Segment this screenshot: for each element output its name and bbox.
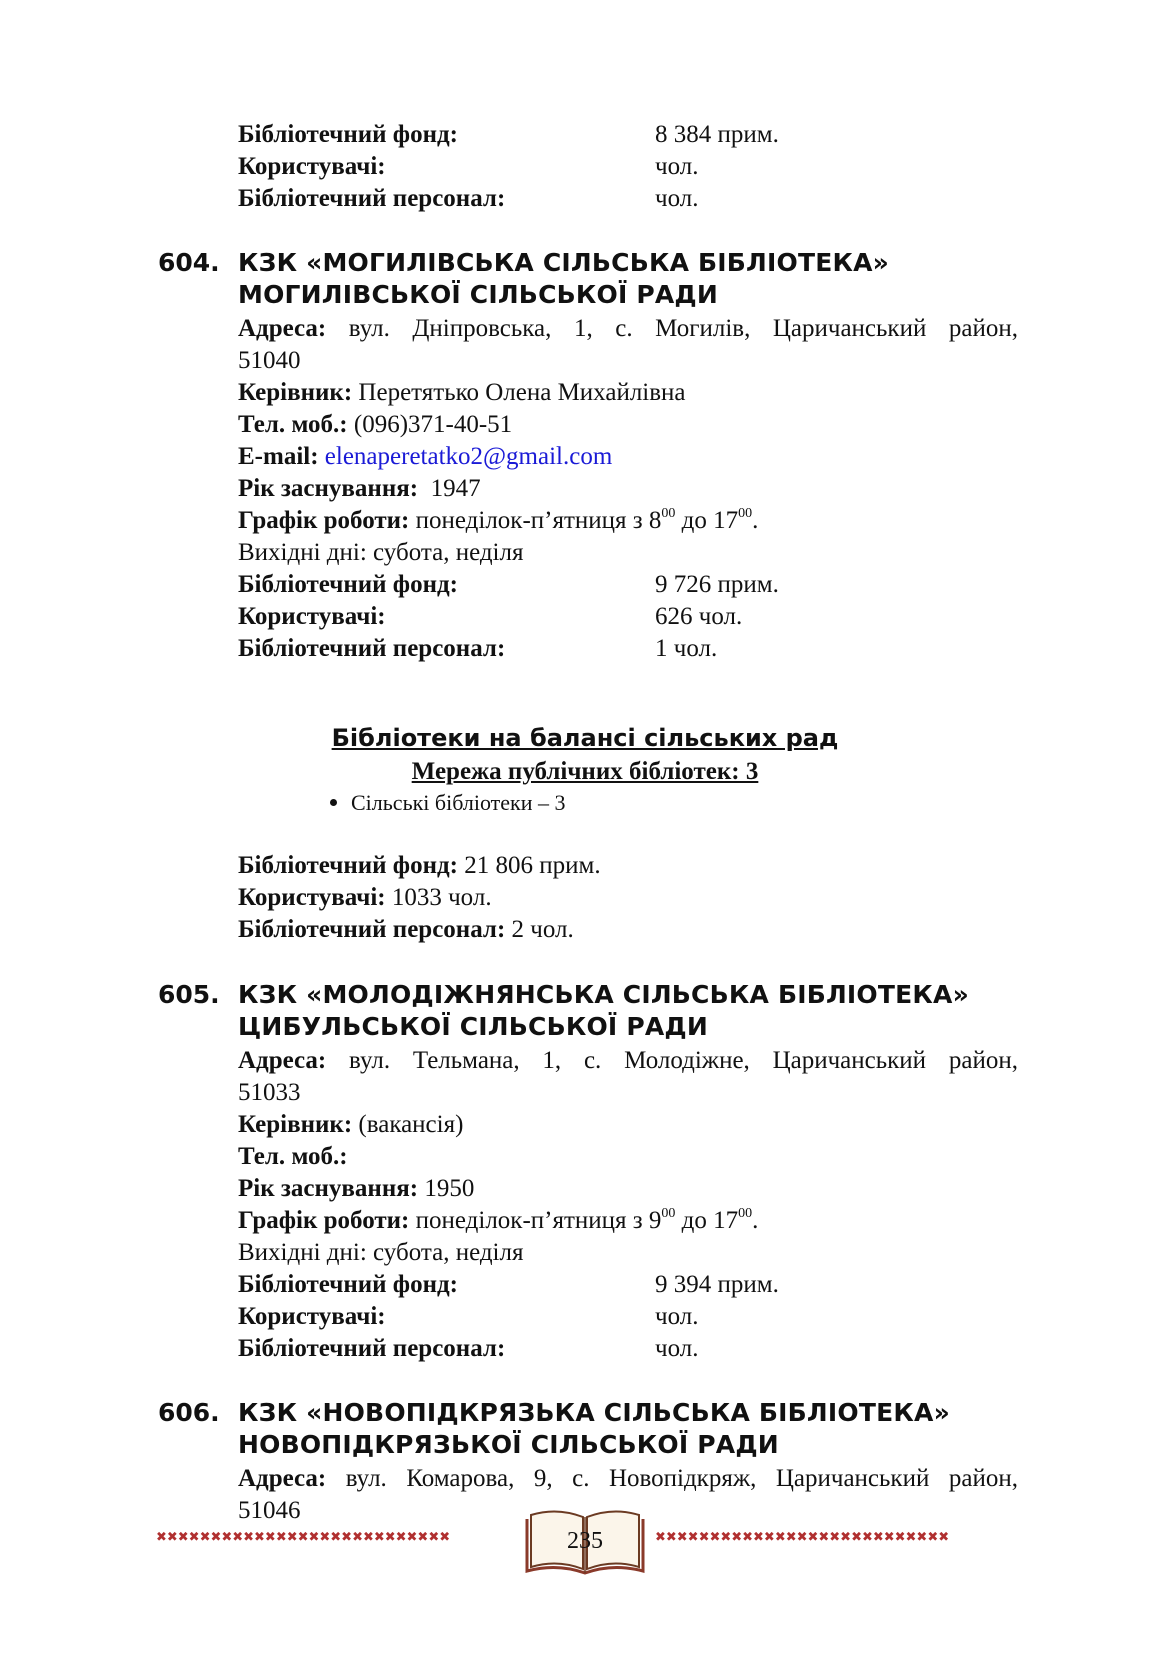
balance-staff: Бібліотечний персонал: 2 чол.: [238, 916, 574, 943]
entry-604-users-value: 626 чол.: [655, 603, 743, 630]
entry-604-number: 604.: [158, 248, 220, 277]
entry-605-founded: Рік заснування: 1950: [238, 1175, 475, 1202]
top-fund-label: Бібліотечний фонд:: [238, 121, 458, 148]
entry-605-fund-value: 9 394 прим.: [655, 1271, 779, 1298]
entry-605-phone: Тел. моб.:: [238, 1143, 348, 1170]
entry-604-address-zip: 51040: [238, 347, 301, 374]
entry-605-users-label: Користувачі:: [238, 1303, 386, 1330]
entry-606-title-line1: КЗК «НОВОПІДКРЯЗЬКА СІЛЬСЬКА БІБЛІОТЕКА»: [238, 1398, 950, 1427]
entry-605-title-line1: КЗК «МОЛОДІЖНЯНСЬКА СІЛЬСЬКА БІБЛІОТЕКА»: [238, 980, 969, 1009]
entry-604-title-line1: КЗК «МОГИЛІВСЬКА СІЛЬСЬКА БІБЛІОТЕКА»: [238, 248, 890, 277]
entry-604-phone: Тел. моб.: (096)371-40-51: [238, 411, 513, 438]
footer-ornament-left: ✖✖✖✖✖✖✖✖✖✖✖✖✖✖✖✖✖✖✖✖✖✖✖✖✖✖✖: [156, 1530, 451, 1545]
balance-heading: Бібліотеки на балансі сільських рад: [331, 724, 839, 752]
entry-604-email: E-mail: elenaperetatko2@gmail.com: [238, 443, 613, 470]
entry-604-title-line2: МОГИЛІВСЬКОЇ СІЛЬСЬКОЇ РАДИ: [238, 280, 719, 309]
entry-605-head: Керівник: (вакансія): [238, 1111, 464, 1138]
entry-606-title-line2: НОВОПІДКРЯЗЬКОЇ СІЛЬСЬКОЇ РАДИ: [238, 1430, 779, 1459]
entry-605-staff-label: Бібліотечний персонал:: [238, 1335, 506, 1362]
network-heading: Мережа публічних бібліотек: 3: [411, 758, 759, 785]
entry-604-days-off: Вихідні дні: субота, неділя: [238, 539, 524, 566]
entry-605-number: 605.: [158, 980, 220, 1009]
entry-604-head: Керівник: Перетятько Олена Михайлівна: [238, 379, 686, 406]
bullet-item: Сільські бібліотеки – 3: [330, 788, 566, 818]
page-number: 235: [567, 1528, 603, 1554]
top-staff-value: чол.: [655, 185, 699, 212]
top-staff-label: Бібліотечний персонал:: [238, 185, 506, 212]
entry-605-staff-value: чол.: [655, 1335, 699, 1362]
address-label: Адреса:: [238, 1047, 327, 1074]
entry-606-number: 606.: [158, 1398, 220, 1427]
entry-604-staff-value: 1 чол.: [655, 635, 718, 662]
entry-605-days-off: Вихідні дні: субота, неділя: [238, 1239, 524, 1266]
entry-605-users-value: чол.: [655, 1303, 699, 1330]
top-users-value: чол.: [655, 153, 699, 180]
entry-604-staff-label: Бібліотечний персонал:: [238, 635, 506, 662]
top-users-label: Користувачі:: [238, 153, 386, 180]
email-link[interactable]: elenaperetatko2@gmail.com: [324, 443, 613, 470]
entry-605-title-line2: ЦИБУЛЬСЬКОЇ СІЛЬСЬКОЇ РАДИ: [238, 1012, 708, 1041]
entry-604-founded: Рік заснування: 1947: [238, 475, 481, 502]
balance-users: Користувачі: 1033 чол.: [238, 884, 492, 911]
entry-605-fund-label: Бібліотечний фонд:: [238, 1271, 458, 1298]
footer-ornament-right: ✖✖✖✖✖✖✖✖✖✖✖✖✖✖✖✖✖✖✖✖✖✖✖✖✖✖✖: [655, 1530, 950, 1545]
entry-604-address: Адреса: вул. Дніпровська, 1, с. Могилів, Царичанський район,: [238, 313, 1018, 345]
entry-606-address-zip: 51046: [238, 1497, 301, 1524]
address-label: Адреса:: [238, 1465, 327, 1492]
address-label: Адреса:: [238, 315, 327, 342]
top-fund-value: 8 384 прим.: [655, 121, 779, 148]
entry-604-schedule: Графік роботи: понеділок-п’ятниця з $8^{00}$ до $17^{00}$.: [238, 505, 759, 534]
entry-606-address: Адреса: вул. Комарова, 9, с. Новопідкряж, Царичанський район,: [238, 1463, 1018, 1495]
bullet-icon: [330, 799, 337, 806]
entry-604-fund-label: Бібліотечний фонд:: [238, 571, 458, 598]
entry-605-schedule: Графік роботи: понеділок-п’ятниця з $9^{00}$ до $17^{00}$.: [238, 1205, 759, 1234]
entry-604-fund-value: 9 726 прим.: [655, 571, 779, 598]
entry-605-address: Адреса: вул. Тельмана, 1, с. Молодіжне, Царичанський район,: [238, 1045, 1018, 1077]
entry-605-address-zip: 51033: [238, 1079, 301, 1106]
entry-604-users-label: Користувачі:: [238, 603, 386, 630]
balance-fund: Бібліотечний фонд: 21 806 прим.: [238, 852, 601, 879]
